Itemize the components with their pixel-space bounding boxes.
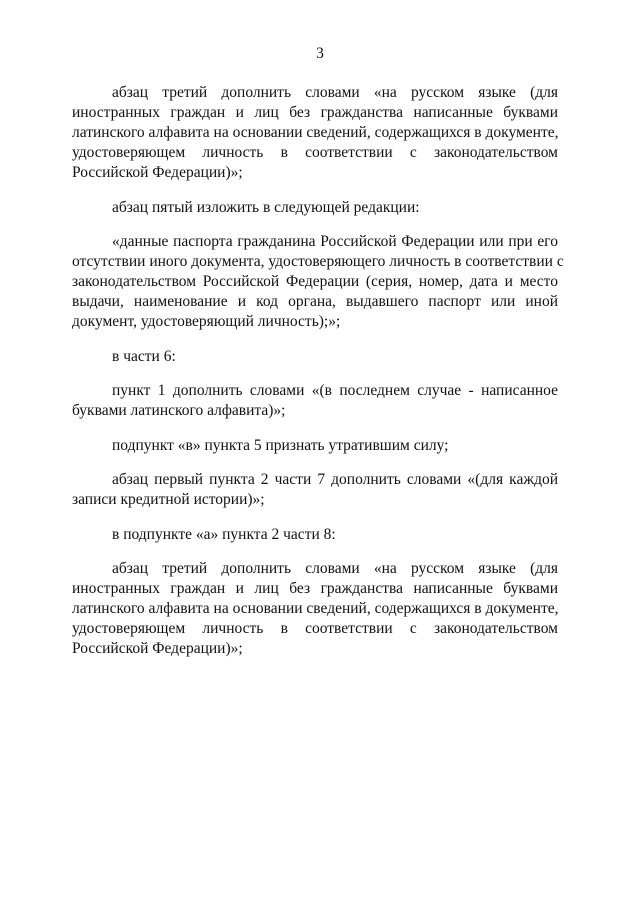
text-line: удостоверяющем личность в соответствии с законодательством <box>72 620 558 637</box>
text-line: законодательством Российской Федерации (серия, номер, дата и место <box>72 273 558 290</box>
text-line: подпункт «в» пункта 5 признать утратившим силу; <box>112 436 449 454</box>
paragraph <box>72 198 558 218</box>
text-line: отсутствии иного документа, удостоверяющего личность в соответствии с <box>72 253 564 270</box>
text-line: латинского алфавита на основании сведений, содержащихся в документе, <box>72 124 559 141</box>
paragraph <box>72 232 564 332</box>
paragraph <box>72 347 558 367</box>
paragraph <box>72 525 558 545</box>
text-line: иностранных граждан и лиц без гражданства написанные буквами <box>72 580 558 597</box>
paragraph <box>72 83 558 183</box>
text-line: в подпункте «а» пункта 2 части 8: <box>112 525 336 543</box>
paragraph <box>72 559 558 659</box>
text-line: иностранных граждан и лиц без гражданства написанные буквами <box>72 104 558 121</box>
page-number: 3 <box>316 45 324 62</box>
text-line: абзац третий дополнить словами «на русском языке (для <box>112 560 558 577</box>
document-body <box>72 83 564 659</box>
text-line: документ, удостоверяющий личность);»; <box>72 313 341 330</box>
text-line: абзац пятый изложить в следующей редакции: <box>112 198 420 216</box>
text-line: записи кредитной истории)»; <box>72 491 265 508</box>
paragraph <box>72 381 558 421</box>
text-line: пункт 1 дополнить словами «(в последнем случае - написанное <box>112 382 558 399</box>
text-line: абзац первый пункта 2 части 7 дополнить словами «(для каждой <box>112 471 558 488</box>
text-line: удостоверяющем личность в соответствии с законодательством <box>72 144 558 161</box>
text-line: выдачи, наименование и код органа, выдавшего паспорт или иной <box>72 293 558 310</box>
paragraph <box>72 470 558 510</box>
text-line: латинского алфавита на основании сведений, содержащихся в документе, <box>72 600 559 617</box>
text-line: «данные паспорта гражданина Российской Федерации или при его <box>112 233 558 250</box>
text-line: Российской Федерации)»; <box>72 640 243 657</box>
text-line: абзац третий дополнить словами «на русском языке (для <box>112 84 558 101</box>
text-line: в части 6: <box>112 347 176 365</box>
text-line: буквами латинского алфавита)»; <box>72 402 286 419</box>
paragraph <box>72 436 558 456</box>
text-line: Российской Федерации)»; <box>72 164 243 181</box>
